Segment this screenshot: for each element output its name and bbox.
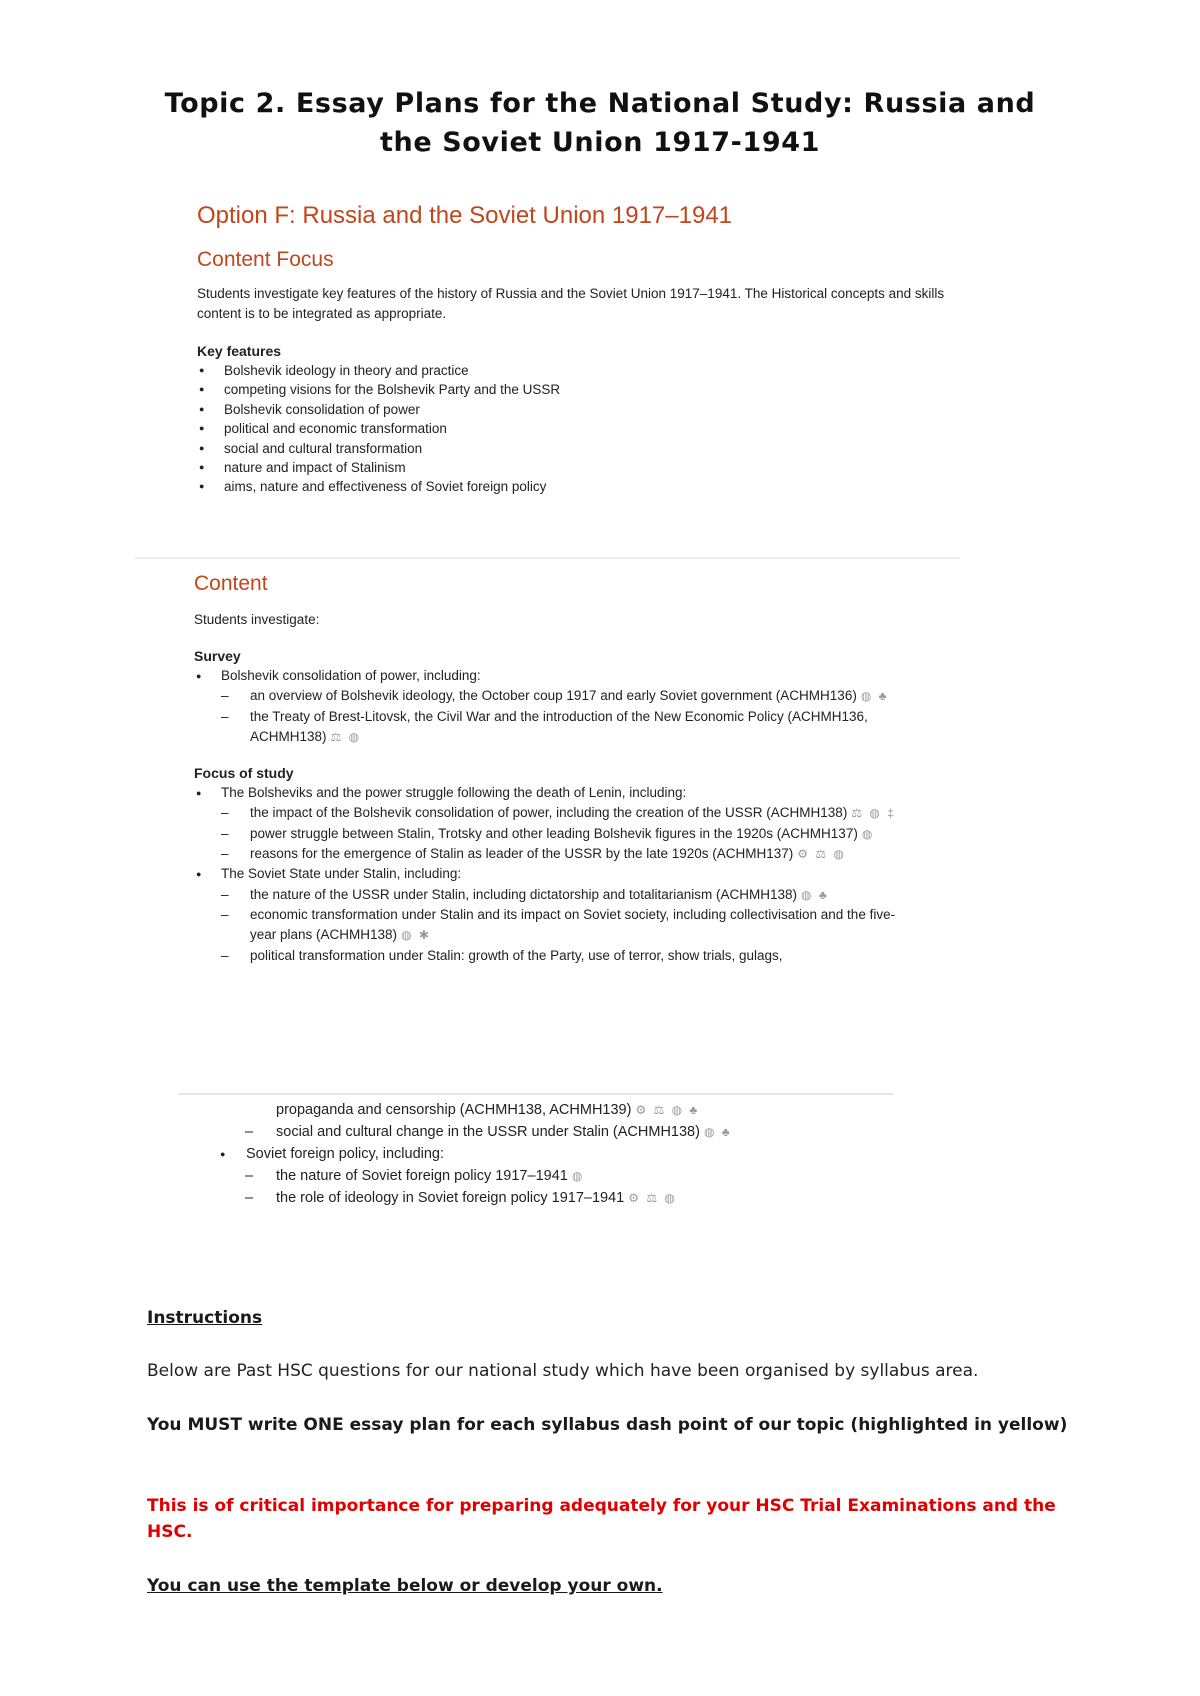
syllabus-excerpt-continued [218, 1099, 818, 1209]
focus-of-study-heading: Focus of study [194, 765, 294, 782]
syllabus-symbols-icon: ◍ ✱ [401, 928, 431, 943]
syllabus-symbols-icon: ◍ [861, 826, 875, 841]
item-text: the nature of the USSR under Stalin, including dictatorship and totalitarianism (ACHMH138) [250, 886, 798, 902]
content-focus-heading: Content Focus [197, 248, 334, 271]
item-text: propaganda and censorship (ACHMH138, ACHMH139) [276, 1102, 632, 1118]
syllabus-excerpt-content [194, 570, 914, 966]
survey-lead: ● Bolshevik consolidation of power, including: [194, 666, 914, 686]
document-title [0, 84, 1200, 162]
list-item [194, 707, 914, 748]
syllabus-symbols-icon: ⚙ ⚖ ◍ [628, 1191, 677, 1205]
list-item [218, 1187, 818, 1209]
divider [178, 1093, 893, 1095]
item-text: reasons for the emergence of Stalin as leader of the USSR by the late 1920s (ACHMH137) [250, 846, 794, 862]
syllabus-symbols-icon: ◍ [571, 1169, 585, 1183]
list-item [218, 1099, 818, 1121]
item-text: social and cultural change in the USSR under Stalin (ACHMH138) [276, 1124, 700, 1140]
syllabus-symbols-icon: ◍ ♣ [860, 689, 889, 704]
instructions-must: You MUST write ONE essay plan for each syllabus dash point of our topic (highlighted in yellow) [147, 1415, 1068, 1435]
list-item: ● Bolshevik ideology in theory and practice [197, 361, 957, 380]
title-line-2: the Soviet Union 1917-1941 [380, 127, 820, 158]
list-item: ● aims, nature and effectiveness of Soviet foreign policy [197, 477, 957, 496]
list-item [194, 885, 914, 905]
item-text: economic transformation under Stalin and its impact on Soviet society, including collectivisation and the five-year plans (ACHMH138) [250, 906, 896, 943]
title-line-1: Topic 2. Essay Plans for the National Study: Russia and [164, 88, 1036, 119]
key-features-list [197, 361, 957, 497]
focus-list-2 [194, 885, 914, 966]
list-item [194, 686, 914, 706]
content-heading: Content [194, 572, 268, 595]
divider [135, 557, 960, 559]
continued-list [218, 1099, 818, 1143]
syllabus-symbols-icon: ⚖ ◍ [330, 729, 362, 744]
foreign-policy-lead: ● Soviet foreign policy, including: [218, 1143, 818, 1165]
instructions-template-note: You can use the template below or develop your own. [147, 1576, 663, 1596]
list-item: ● nature and impact of Stalinism [197, 458, 957, 477]
content-focus-text: Students investigate key features of the history of Russia and the Soviet Union 1917–1941. The Historical concepts and skills content is to be integrated as appropriate. [197, 286, 945, 321]
option-heading: Option F: Russia and the Soviet Union 1917–1941 [197, 202, 733, 229]
key-features-heading: Key features [197, 343, 282, 359]
instructions-heading: Instructions [147, 1308, 263, 1328]
syllabus-symbols-icon: ⚖ ◍ ‡ [851, 806, 896, 821]
item-text: an overview of Bolshevik ideology, the October coup 1917 and early Soviet government (ACHMH136) [250, 688, 857, 704]
item-text: the nature of Soviet foreign policy 1917–1941 [276, 1168, 568, 1184]
list-item [194, 844, 914, 864]
syllabus-symbols-icon: ⚙ ⚖ ◍ [797, 847, 846, 862]
focus-list-1 [194, 803, 914, 864]
syllabus-symbols-icon: ◍ ♣ [801, 887, 829, 902]
instructions-critical: This is of critical importance for preparing adequately for your HSC Trial Examinations and the HSC. [147, 1496, 1056, 1542]
list-item [218, 1165, 818, 1187]
survey-list [194, 686, 914, 747]
item-text: the impact of the Bolshevik consolidation of power, including the creation of the USSR (ACHMH138) [250, 805, 848, 821]
syllabus-symbols-icon: ◍ ♣ [703, 1125, 732, 1139]
list-item [194, 803, 914, 823]
foreign-policy-list [218, 1165, 818, 1209]
instructions-intro: Below are Past HSC questions for our national study which have been organised by syllabus area. [147, 1361, 979, 1381]
list-item [194, 905, 914, 946]
item-text: the Treaty of Brest-Litovsk, the Civil War and the introduction of the New Economic Policy (ACHMH136, ACHMH138) [250, 708, 868, 744]
item-text: power struggle between Stalin, Trotsky and other leading Bolshevik figures in the 1920s (ACHMH137) [250, 825, 858, 841]
list-item: ● Bolshevik consolidation of power [197, 400, 957, 419]
list-item: ● social and cultural transformation [197, 439, 957, 458]
syllabus-excerpt-overview [197, 200, 957, 497]
focus-lead-2: ● The Soviet State under Stalin, including: [194, 864, 914, 884]
list-item: ● competing visions for the Bolshevik Party and the USSR [197, 380, 957, 399]
syllabus-symbols-icon: ⚙ ⚖ ◍ ♣ [635, 1103, 700, 1117]
survey-heading: Survey [194, 648, 241, 664]
list-item [218, 1121, 818, 1143]
students-investigate: Students investigate: [194, 612, 320, 627]
list-item [194, 824, 914, 844]
list-item: – political transformation under Stalin: growth of the Party, use of terror, show trials, gulags, [194, 946, 914, 966]
list-item: ● political and economic transformation [197, 419, 957, 438]
item-text: the role of ideology in Soviet foreign policy 1917–1941 [276, 1190, 625, 1206]
focus-lead-1: ● The Bolsheviks and the power struggle following the death of Lenin, including: [194, 783, 914, 803]
